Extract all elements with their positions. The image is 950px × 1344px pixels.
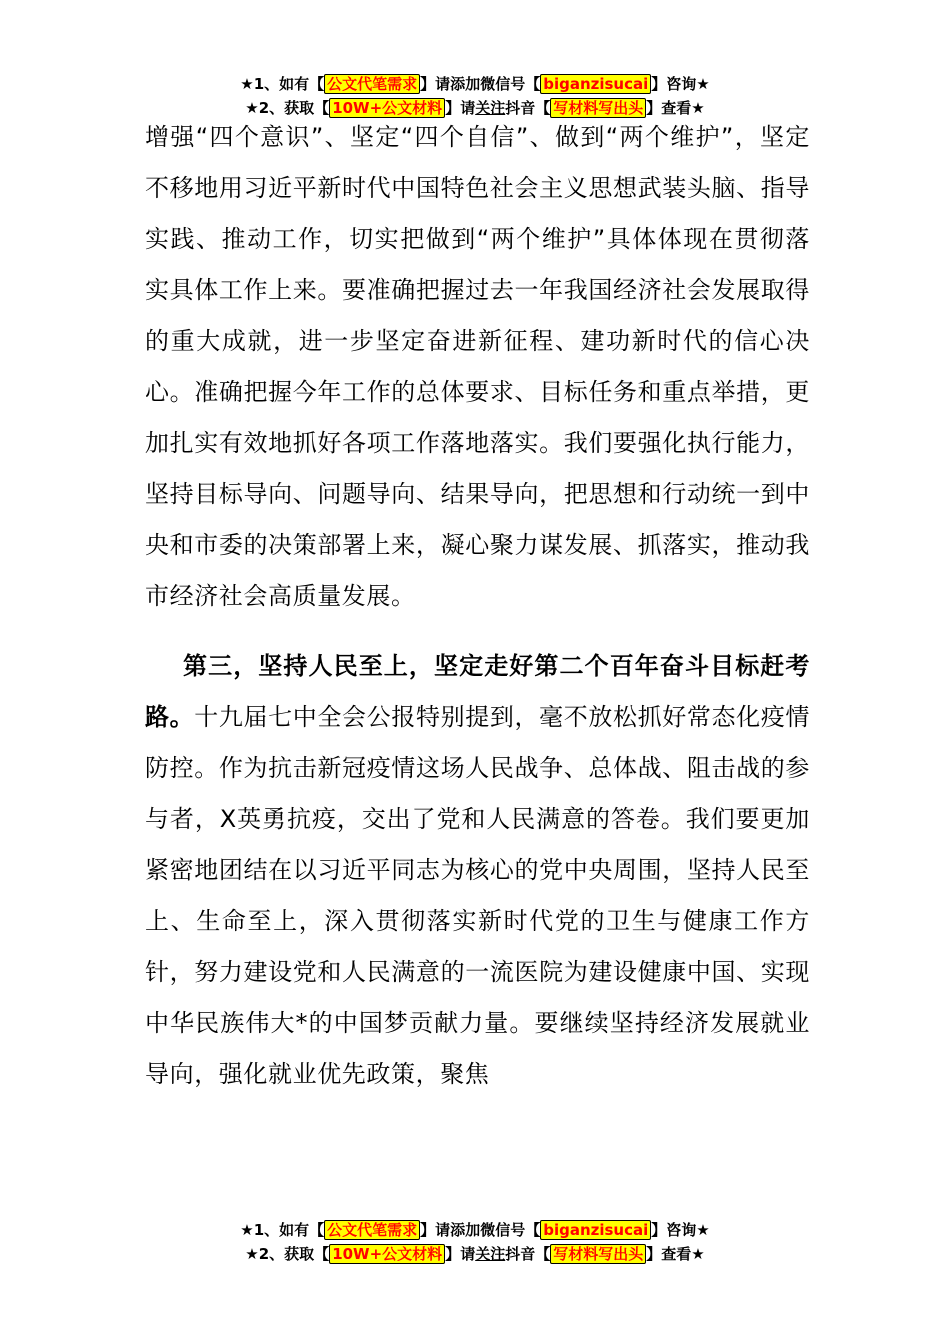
- banner-text: 】咨询★: [651, 75, 710, 93]
- highlight-service: 公文代笔需求: [324, 1220, 420, 1240]
- banner-text: 】咨询★: [651, 1221, 710, 1239]
- highlight-wechat-id: biganzisucai: [540, 74, 651, 94]
- banner-text: 微信号【: [480, 1221, 541, 1239]
- highlight-materials: 10W+公文材料: [329, 1244, 445, 1264]
- footer-banner: [0, 1218, 950, 1266]
- document-body: [145, 112, 810, 1100]
- banner-line-1: [0, 72, 950, 96]
- banner-text: 抖音【: [505, 1245, 551, 1263]
- banner-text: 加: [465, 1221, 481, 1239]
- banner-text: 关注: [475, 1245, 506, 1263]
- banner-text: 加: [465, 75, 481, 93]
- paragraph-2-heading: 第三，坚持人民至上，坚定走好第二个百年奋斗目标赶考路。: [145, 652, 810, 731]
- footer-line-1: [0, 1218, 950, 1242]
- banner-text: ★2、获取【: [245, 99, 330, 117]
- banner-text: 】查看★: [646, 1245, 705, 1263]
- highlight-wechat-id: biganzisucai: [540, 1220, 651, 1240]
- banner-text: 微信号【: [480, 75, 541, 93]
- banner-text: ★2、获取【: [245, 1245, 330, 1263]
- banner-text: ★1、如有【: [240, 75, 325, 93]
- banner-text: 关注: [475, 99, 506, 117]
- banner-text: 抖音【: [505, 99, 551, 117]
- highlight-materials: 10W+公文材料: [329, 98, 445, 118]
- banner-text: 】请: [445, 1245, 476, 1263]
- paragraph-2-text: 十九届七中全会公报特别提到，毫不放松抓好常态化疫情防控。作为抗击新冠疫情这场人民战争、总体战、阻击战的参与者，X英勇抗疫，交出了党和人民满意的答卷。我们要更加紧密地团结在以习近平同志为核心的党中央周围，坚持人民至上、生命至上，深入贯彻落实新时代党的卫生与健康工作方针，努力建设党和人民满意的一流医院为建设健康中国、实现中华民族伟大*的中国梦贡献力量。要继续坚持经济发展就业导向，强化就业优先政策，聚焦: [145, 703, 810, 1088]
- banner-text: 】请添: [420, 1221, 466, 1239]
- footer-line-2: [0, 1242, 950, 1266]
- highlight-service: 公文代笔需求: [324, 74, 420, 94]
- banner-text: 】查看★: [646, 99, 705, 117]
- highlight-douyin: 写材料写出头: [550, 98, 646, 118]
- paragraph-2: [145, 641, 810, 1100]
- banner-text: ★1、如有【: [240, 1221, 325, 1239]
- banner-text: 】请添: [420, 75, 466, 93]
- highlight-douyin: 写材料写出头: [550, 1244, 646, 1264]
- banner-text: 】请: [445, 99, 476, 117]
- paragraph-1: 增强“四个意识”、坚定“四个自信”、做到“两个维护”，坚定不移地用习近平新时代中国特色社会主义思想武装头脑、指导实践、推动工作，切实把做到“两个维护”具体体现在贯彻落实具体工作上来。要准确把握过去一年我国经济社会发展取得的重大成就，进一步坚定奋进新征程、建功新时代的信心决心。准确把握今年工作的总体要求、目标任务和重点举措，更加扎实有效地抓好各项工作落地落实。我们要强化执行能力，坚持目标导向、问题导向、结果导向，把思想和行动统一到中央和市委的决策部署上来，凝心聚力谋发展、抓落实，推动我市经济社会高质量发展。: [145, 123, 810, 610]
